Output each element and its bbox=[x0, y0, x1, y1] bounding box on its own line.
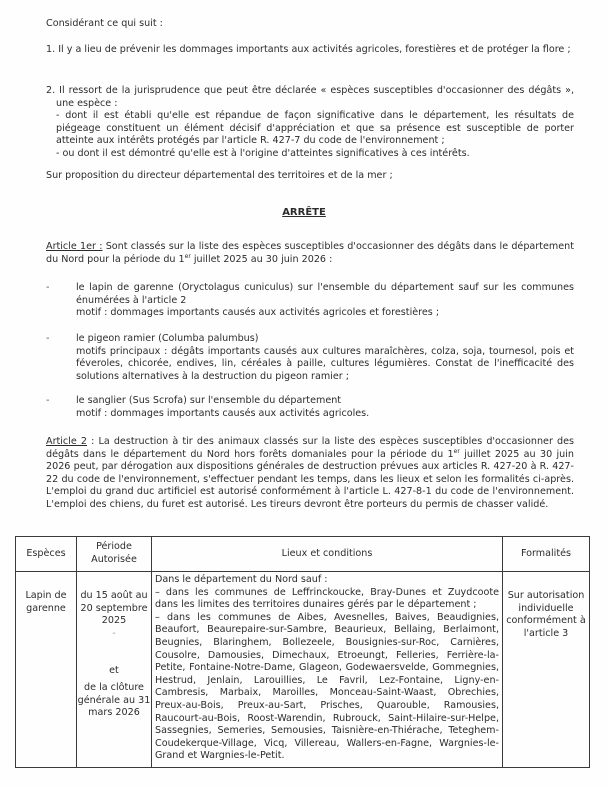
article-2-label: Article 2 bbox=[46, 436, 88, 447]
cell-periode bbox=[77, 572, 152, 768]
species-description: le sanglier (Sus Scrofa) sur l'ensemble du département bbox=[76, 395, 342, 406]
periode-first: du 15 août au 20 septembre 2025 bbox=[80, 590, 148, 627]
lieux-intro: Dans le département du Nord sauf : bbox=[155, 574, 328, 585]
species-motif: motif : dommages importants causés aux activités agricoles et forestières ; bbox=[76, 307, 440, 319]
species-motif: motif : dommages importants causés aux activités agricoles. bbox=[76, 407, 370, 419]
considerant-point-2-lead: 2. Il ressort de la jurisprudence que peut être déclarée « espèces susceptibles d'occasionner des dégâts », une espèce : bbox=[46, 85, 574, 109]
species-motif: motifs principaux : dégâts importants causés aux cultures maraîchères, colza, soja, tournesol, pois et féveroles, chicorée, endives, lin, céréales à paille, cultures légumières. Constat de l'inefficacité des solutions alternatives à la destruction du pigeon ramier ; bbox=[76, 345, 574, 382]
destruction-table bbox=[15, 536, 590, 768]
proposition-text: Sur proposition du directeur départemental des territoires et de la mer ; bbox=[46, 170, 393, 181]
table-row bbox=[16, 572, 590, 768]
considerant-point-1: 1. Il y a lieu de prévenir les dommages importants aux activités agricoles, forestières et de protéger la flore ; bbox=[46, 44, 571, 55]
considerant-point-2 bbox=[46, 85, 574, 161]
lieux-communes: – dans les communes de Aibes, Avesnelles, Baives, Beaudignies, Beaufort, Beaurepaire-sur-Sambre, Beaurieux, Bellaing, Berlaimont, Beugnies, Blaringhem, Bollezeele, Bousignies-sur-Roc, Carnières, Cousolre, Damousies, Dimechaux, Etroeungt, Felleries, Ferrière-la-Petite, Fontaine-Notre-Dame, Glageon, Godewaersvelde, Gommegnies, Hestrud, Jenlain, Larouillies, Le Favril, Lez-Fontaine, Ligny-en-Cambresis, Marbaix, Maroilles, Monceau-Saint-Waast, Obrechies, Preux-au-Bois, Preux-au-Sart, Prisches, Quarouble, Ramousies, Raucourt-au-Bois, Roost-Warendin, Rubrouck, Saint-Hilaire-sur-Helpe, Sassegnies, Semeries, Semousies, Taisnière-en-Thiérache, Teteghem-Coudekerque-Village, Vicq, Villereau, Wallers-en-Fagne, Wargnies-le-Grand et Wargnies-le-Petit. bbox=[155, 611, 499, 762]
header-formalites: Formalités bbox=[503, 537, 590, 572]
article-2-text: Article 2 : La destruction à tir des animaux classés sur la liste des espèces susceptibles d'occasionner des dégâts dans le département du Nord hors forêts domaniales pour la période du 1er juillet 2025 au 30 juin 2026 peut, par dérogation aux dispositions générales de destruction prévues aux articles R. 427-20 à R. 427-22 du code de l'environnement, s'effectuer pendant les temps, dans les lieux et selon les formalités ci-après. L'emploi du grand duc artificiel est autorisé conformément à l'article L. 427-8-1 du code de l'environnement. L'emploi des chiens, du furet est autorisé. Les tireurs devront être porteurs du permis de chasser validé. bbox=[46, 436, 574, 510]
considerant-point-2-b: - ou dont il est démontré qu'elle est à l'origine d'atteintes significatives à ces intérêts. bbox=[56, 147, 470, 159]
periode-second: de la clôture générale au 31 mars 2026 bbox=[77, 681, 151, 719]
species-description: le pigeon ramier (Columba palumbus) bbox=[76, 333, 259, 344]
lieux-dunaires: – dans les communes de Leffrinckoucke, Bray-Dunes et Zuydcoote dans les limites des territoires dunaires gérés par le département ; bbox=[155, 586, 499, 611]
cell-espece: Lapin de garenne bbox=[16, 572, 77, 768]
periode-et: et bbox=[109, 665, 119, 677]
header-lieux: Lieux et conditions bbox=[152, 537, 503, 572]
considerant-point-2-a: - dont il est établi qu'elle est répandue de façon significative dans le département, les résultats de piégeage constituent un élément décisif d'appréciation et que sa présence est susceptible de porter atteinte aux intérêts protégés par l'article R. 427-7 du code de l'environnement ; bbox=[56, 110, 574, 147]
considerant-intro: Considérant ce qui suit : bbox=[46, 18, 163, 29]
article-1-label: Article 1er : bbox=[46, 241, 103, 252]
species-item-sanglier: - le sanglier (Sus Scrofa) sur l'ensemble du département motif : dommages importants causés aux activités agricoles. bbox=[46, 395, 574, 420]
species-item-pigeon: - le pigeon ramier (Columba palumbus) motifs principaux : dégâts importants causés aux cultures maraîchères, colza, soja, tournesol, pois et féveroles, chicorée, endives, lin, céréales à paille, cultures légumières. Constat de l'inefficacité des solutions alternatives à la destruction du pigeon ramier ; bbox=[46, 333, 574, 382]
arrete-title: ARRÊTE bbox=[282, 207, 326, 218]
table-header-row bbox=[16, 537, 590, 572]
cell-lieux bbox=[152, 572, 503, 768]
cell-formalites: Sur autorisation individuelle conformément à l'article 3 bbox=[503, 572, 590, 768]
header-especes: Espèces bbox=[16, 537, 77, 572]
species-item-lapin: - le lapin de garenne (Oryctolagus cuniculus) sur l'ensemble du département sauf sur les communes énumérées à l'article 2 motif : dommages importants causés aux activités agricoles et forestières ; bbox=[46, 282, 574, 319]
species-description: le lapin de garenne (Oryctolagus cuniculus) sur l'ensemble du département sauf sur les communes énumérées à l'article 2 bbox=[76, 282, 574, 306]
periode-separator: - bbox=[112, 627, 116, 639]
article-1-intro: Article 1er : Sont classés sur la liste des espèces susceptibles d'occasionner des dégâts dans le département du Nord pour la période du 1er juillet 2025 au 30 juin 2026 : bbox=[46, 241, 574, 265]
header-periode: Période Autorisée bbox=[77, 537, 152, 572]
